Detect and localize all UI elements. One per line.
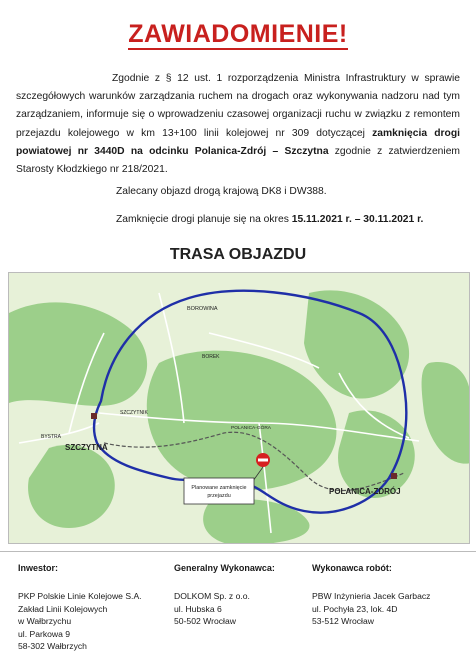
road-closure-sign — [256, 453, 270, 467]
label-borowina: BOROWINA — [187, 306, 218, 312]
map-graphic — [9, 273, 470, 544]
general-contractor-line: 50-502 Wrocław — [174, 616, 236, 627]
town-marker-polanica — [391, 473, 397, 479]
notice-title: ZAWIADOMIENIE! — [128, 20, 348, 48]
works-contractor-line: 53-512 Wrocław — [312, 616, 374, 627]
notice-paragraph: Zgodnie z § 12 ust. 1 rozporządzenia Ministra Infrastruktury w sprawie szczegółowych warunków zarządzania ruchem na drogach oraz wykonywania nadzoru nad tym zarządzaniem, informuje się o wprowadzeniu czasowej organizacji ruchu w związku z remontem przejazdu kolejowego w km 13+100 linii kolejowej nr 309 dotyczącej zamknięcia drogi powiatowej nr 3440D na odcinku Polanica-Zdrój – Szczytna zgodnie z zatwierdzeniem Starosty Kłodzkiego nr 218/2021. — [16, 73, 460, 176]
investor-block — [18, 562, 168, 652]
closure-note-line2: przejazdu — [207, 493, 231, 499]
closure-description: zamknięcia drogi powiatowej nr 3440D na odcinku Polanica-Zdrój – Szczytna — [16, 127, 460, 157]
town-marker-szczytna — [91, 413, 97, 419]
route-title: TRASA OBJAZDU — [169, 246, 307, 263]
investor-heading: Inwestor: — [18, 563, 59, 573]
contractors-footer — [0, 551, 476, 661]
detour-map — [8, 272, 470, 544]
label-borek: BOREK — [202, 354, 220, 360]
detour-recommendation: Zalecany objazd drogą krajową DK8 i DW388. — [116, 186, 327, 197]
closure-note-line1: Planowane zamknięcie — [191, 485, 247, 491]
investor-line: Zakład Linii Kolejowych — [18, 603, 108, 614]
works-contractor-block — [312, 562, 472, 628]
label-bystra: BYSTRA — [41, 434, 62, 440]
general-contractor-block — [174, 562, 309, 628]
investor-line: w Wałbrzychu — [18, 616, 72, 627]
label-polanica-gora: POLANICA-GÓRA — [231, 426, 271, 431]
works-contractor-heading: Wykonawca robót: — [312, 563, 392, 573]
general-contractor-line: DOLKOM Sp. z o.o. — [174, 591, 250, 602]
general-contractor-heading: Generalny Wykonawca: — [174, 563, 275, 573]
investor-line: 58-302 Wałbrzych — [18, 641, 87, 652]
investor-line: PKP Polskie Linie Kolejowe S.A. — [18, 591, 142, 602]
general-contractor-line: ul. Hubska 6 — [174, 603, 222, 614]
closure-period: Zamknięcie drogi planuje się na okres 15.11.2021 r. – 30.11.2021 r. — [116, 214, 424, 225]
label-szczytna: SZCZYTNA — [65, 443, 108, 452]
closure-note-box — [184, 478, 254, 504]
works-contractor-line: PBW Inżynieria Jacek Garbacz — [312, 591, 431, 602]
label-polanica-zdroj: POLANICA-ZDRÓJ — [329, 487, 401, 496]
label-szczytnik: SZCZYTNIK — [120, 410, 148, 416]
investor-line: ul. Parkowa 9 — [18, 628, 71, 639]
works-contractor-line: ul. Pochyła 23, lok. 4D — [312, 603, 398, 614]
closure-dates: 15.11.2021 r. – 30.11.2021 r. — [291, 214, 424, 225]
